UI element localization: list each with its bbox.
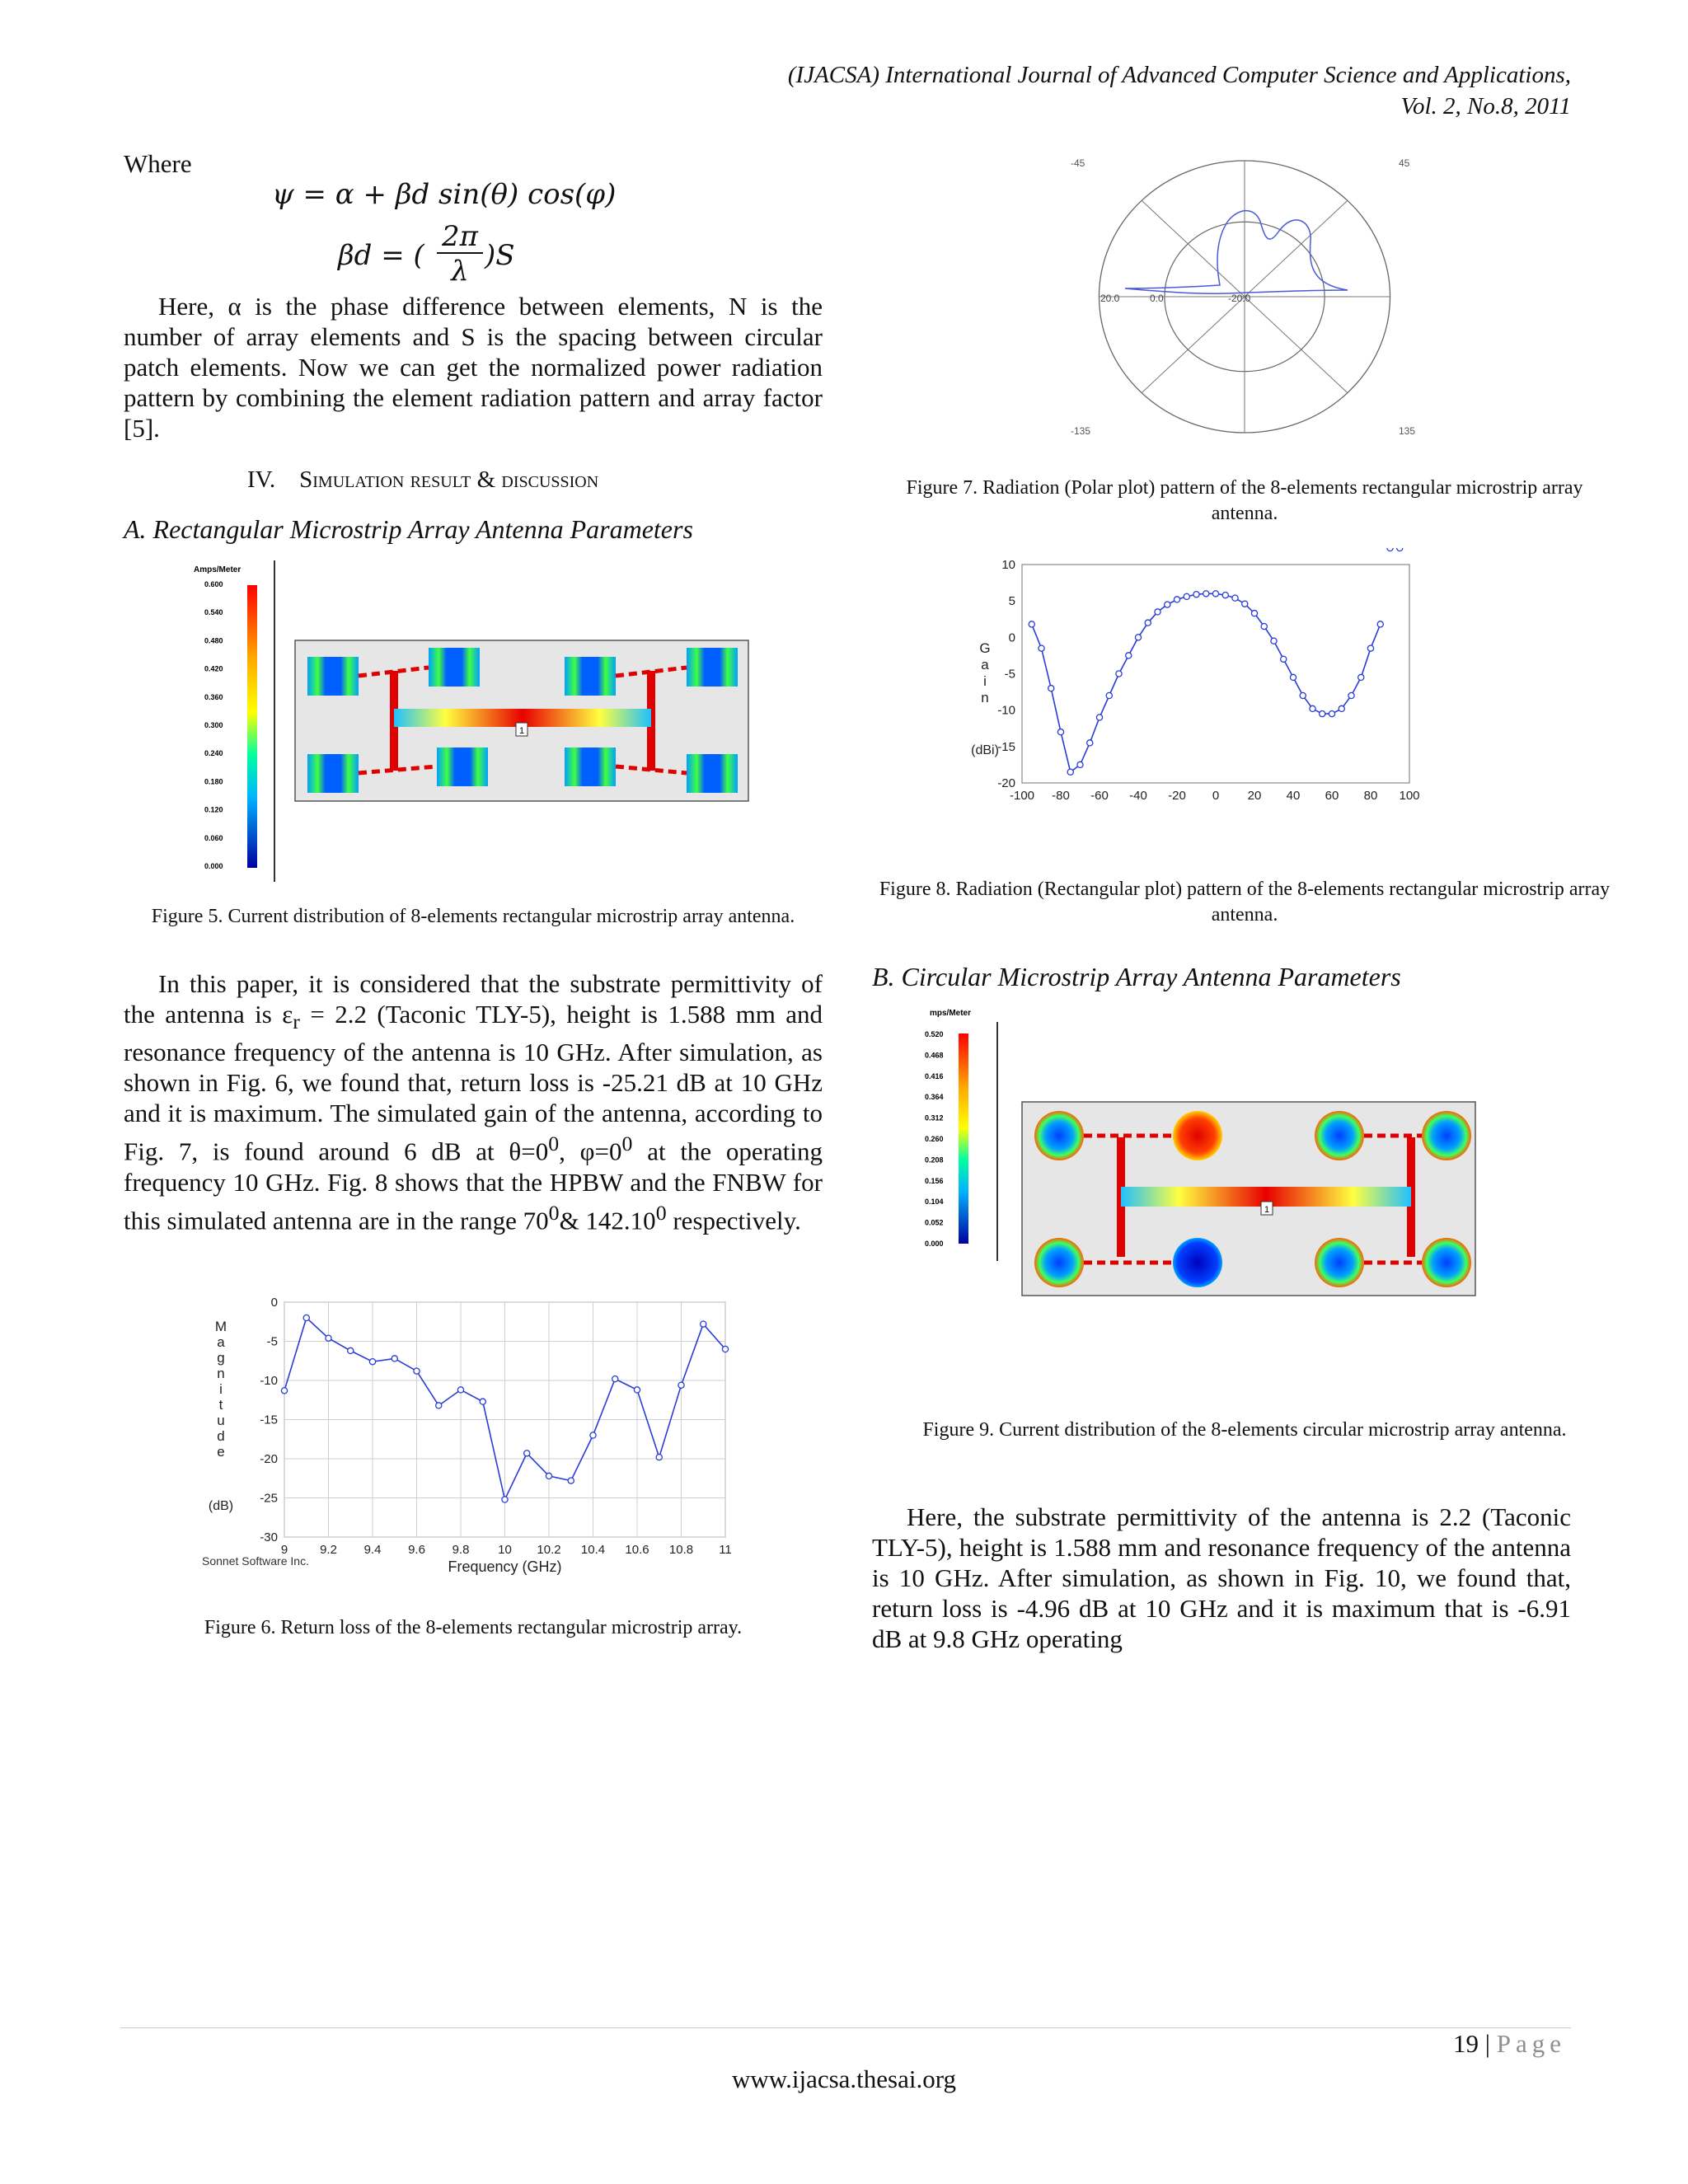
data-point xyxy=(1155,609,1160,615)
figure-8-caption: Figure 8. Radiation (Rectangular plot) pattern of the 8-elements rectangular microstrip array antenna. xyxy=(879,879,1611,926)
journal-header xyxy=(788,59,1571,122)
y-axis-unit: (dB) xyxy=(208,1499,234,1513)
text-run: respectively. xyxy=(666,1205,801,1235)
figure-5-current-distribution xyxy=(190,560,767,886)
colorbar-tick-label: 0.104 xyxy=(925,1197,944,1207)
colorbar-tick-label: 0.364 xyxy=(925,1093,944,1102)
data-point xyxy=(348,1347,354,1353)
colorbar xyxy=(247,585,257,868)
x-tick-label: 9.2 xyxy=(320,1543,337,1557)
x-tick-label: 9 xyxy=(280,1543,288,1557)
data-point xyxy=(392,1356,397,1361)
colorbar-tick-label: 0.300 xyxy=(204,721,223,729)
colorbar-tick-label: 0.240 xyxy=(204,749,223,758)
data-point xyxy=(1057,729,1063,735)
data-point xyxy=(1212,591,1218,597)
data-point xyxy=(1126,653,1132,658)
y-tick-label: -15 xyxy=(997,739,1015,754)
polar-radial-label: 20.0 xyxy=(1100,293,1120,304)
superscript: 0 xyxy=(548,1200,560,1225)
y-tick-label: 0 xyxy=(1008,630,1015,645)
colorbar-unit: mps/Meter xyxy=(930,1009,972,1018)
patch xyxy=(1034,1111,1084,1160)
data-point xyxy=(634,1387,640,1393)
data-point xyxy=(568,1478,574,1483)
patch xyxy=(1173,1238,1222,1287)
data-point xyxy=(326,1335,331,1341)
subsection-a-heading: A. Rectangular Microstrip Array Antenna Parameters xyxy=(124,514,693,544)
text-run: = 2.2 (Taconic TLY-5), height is 1.588 mm and resonance frequency of the antenna is 10 GHz. After simulation, as shown in Fig. 6, we found that, return loss is -25.21 dB at 10 GHz and it is maximum. The simulated gain of the antenna, according to Fig. 7, is found around 6 dB at θ=0 xyxy=(124,1000,823,1166)
patch xyxy=(565,748,616,786)
colorbar-tick-label: 0.312 xyxy=(925,1113,944,1122)
colorbar-ticks xyxy=(925,1030,944,1248)
data-point xyxy=(457,1387,463,1393)
patch xyxy=(565,657,616,696)
data-point xyxy=(1271,638,1277,644)
data-point xyxy=(502,1497,508,1502)
x-tick-label: 10.2 xyxy=(537,1543,561,1557)
data-point xyxy=(1096,715,1102,720)
x-tick-label: 9.8 xyxy=(452,1543,470,1557)
data-point xyxy=(1300,692,1306,698)
data-point xyxy=(303,1315,309,1320)
figure-9-caption: Figure 9. Current distribution of the 8-elements circular microstrip array antenna. xyxy=(922,1419,1567,1441)
colorbar-tick-label: 0.416 xyxy=(925,1071,944,1080)
colorbar-tick-label: 0.540 xyxy=(204,608,223,617)
y-axis-label-letter: G xyxy=(979,640,991,656)
x-tick-label: -60 xyxy=(1090,789,1109,803)
y-axis-label-letter: e xyxy=(217,1444,225,1460)
paragraph-circular-results xyxy=(872,1502,1571,1654)
y-tick-label: -15 xyxy=(260,1413,278,1427)
eq2-rhs: )S xyxy=(485,239,515,272)
x-axis-label: Frequency (GHz) xyxy=(448,1558,562,1575)
data-point xyxy=(524,1451,530,1456)
polar-angle-label: 45 xyxy=(1399,157,1410,169)
data-point xyxy=(1358,674,1364,680)
y-axis-label-letter: d xyxy=(217,1428,225,1444)
data-point xyxy=(1339,705,1344,711)
polar-angle-label: -135 xyxy=(1071,425,1091,437)
data-point xyxy=(1290,674,1296,680)
page-number xyxy=(1453,2029,1566,2059)
patch xyxy=(687,648,738,687)
y-axis-label-letter: g xyxy=(217,1350,225,1366)
x-tick-label: 10.6 xyxy=(625,1543,649,1557)
text-run: In this paper, it is considered that the substrate permittivity of the antenna is ε xyxy=(124,969,823,1029)
colorbar-tick-label: 0.360 xyxy=(204,692,223,701)
x-tick-label: 40 xyxy=(1286,789,1301,803)
x-tick-label: -20 xyxy=(1168,789,1186,803)
text-run: , φ=0 xyxy=(559,1137,622,1166)
subscript: r xyxy=(293,1010,300,1034)
data-point xyxy=(722,1346,728,1352)
colorbar-tick-label: 0.468 xyxy=(925,1051,944,1060)
polar-radial-label: 0.0 xyxy=(1150,293,1164,304)
colorbar-tick-label: 0.208 xyxy=(925,1155,944,1165)
data-point xyxy=(1135,635,1141,640)
data-point xyxy=(1116,671,1122,677)
eq2-lhs: βd = ( xyxy=(338,239,424,272)
data-point xyxy=(281,1388,287,1394)
paragraph-text: Here, α is the phase difference between elements, N is the number of array elements and S is the spacing between circular patch elements. Now we can get the normalized power radiation pattern by combining the element radiation pattern and array factor [5]. xyxy=(124,292,823,443)
y-axis-label-letter: t xyxy=(218,1397,223,1413)
y-axis-label-letter: M xyxy=(214,1319,227,1334)
patch xyxy=(307,657,359,696)
x-tick-label: 11 xyxy=(719,1543,732,1557)
paragraph-array-factor xyxy=(124,291,823,443)
x-tick-label: 9.6 xyxy=(408,1543,425,1557)
data-point xyxy=(436,1403,442,1408)
data-point xyxy=(1087,740,1093,746)
patch xyxy=(1315,1111,1364,1160)
colorbar-tick-label: 0.600 xyxy=(204,580,223,588)
y-axis-label-letter: n xyxy=(217,1366,225,1381)
y-tick-label: -25 xyxy=(260,1491,278,1506)
x-tick-label: -80 xyxy=(1052,789,1070,803)
section-number: IV. xyxy=(247,466,276,493)
polar-angle-label: -45 xyxy=(1071,157,1085,169)
paragraph-simulation-results xyxy=(124,968,823,1235)
y-tick-label: -10 xyxy=(260,1374,278,1388)
port-label: 1 xyxy=(1264,1205,1270,1215)
patch xyxy=(307,754,359,793)
patch xyxy=(1034,1238,1084,1287)
page-number-value: 19 | xyxy=(1453,2029,1497,2058)
y-tick-label: -5 xyxy=(1004,667,1015,682)
eq2-numerator: 2π xyxy=(437,221,483,254)
figure-5-caption: Figure 5. Current distribution of 8-elements rectangular microstrip array antenna. xyxy=(151,906,795,927)
y-axis-label-letter: a xyxy=(981,657,989,673)
data-point xyxy=(1193,592,1199,598)
section-heading xyxy=(247,466,598,494)
data-point xyxy=(1261,623,1267,629)
x-tick-label: 10.8 xyxy=(668,1543,694,1557)
software-credit: Sonnet Software Inc. xyxy=(202,1554,309,1568)
data-point xyxy=(480,1399,485,1404)
x-tick-label: -100 xyxy=(1009,789,1035,803)
subsection-b-heading: B. Circular Microstrip Array Antenna Parameters xyxy=(872,962,1401,991)
journal-website: www.ijacsa.thesai.org xyxy=(731,2064,957,2093)
data-point xyxy=(1232,595,1238,601)
x-tick-label: 60 xyxy=(1325,789,1339,803)
data-point xyxy=(1203,591,1209,597)
colorbar-tick-label: 0.120 xyxy=(204,805,223,814)
colorbar-tick-label: 0.000 xyxy=(204,862,223,870)
y-axis-label-letter: a xyxy=(217,1334,225,1350)
data-point xyxy=(1281,656,1287,662)
data-point xyxy=(414,1368,420,1374)
data-point xyxy=(1348,692,1354,698)
x-tick-label: 80 xyxy=(1363,789,1378,803)
journal-title: (IJACSA) International Journal of Advanced Computer Science and Applications, xyxy=(787,62,1571,88)
plot-area xyxy=(1022,565,1409,783)
page-word: Page xyxy=(1496,2029,1566,2058)
data-point xyxy=(1222,593,1228,598)
x-tick-label: 0 xyxy=(1212,789,1220,803)
figure-8-gain-chart xyxy=(948,548,1459,878)
data-point xyxy=(1077,762,1083,767)
equation-psi: ψ = α + βd sin(θ) cos(φ) xyxy=(272,178,617,211)
patch xyxy=(429,648,480,687)
colorbar-tick-label: 0.420 xyxy=(204,664,223,673)
y-tick-label: -20 xyxy=(997,776,1015,790)
x-tick-label: 20 xyxy=(1247,789,1262,803)
y-axis-label-letter: i xyxy=(983,673,987,689)
polar-radial-label: -20.0 xyxy=(1228,293,1251,304)
superscript: 0 xyxy=(621,1132,633,1156)
data-point xyxy=(1039,645,1044,651)
data-point xyxy=(590,1432,596,1438)
patch xyxy=(437,748,488,786)
colorbar xyxy=(959,1033,968,1244)
data-point xyxy=(1320,710,1325,716)
y-tick-label: -10 xyxy=(997,703,1015,718)
data-point xyxy=(1242,601,1248,607)
data-point xyxy=(1387,548,1393,551)
figure-7-caption: Figure 7. Radiation (Polar plot) pattern of the 8-elements rectangular microstrip array antenna. xyxy=(906,477,1583,524)
text-run: & 142.10 xyxy=(559,1205,656,1235)
colorbar-tick-label: 0.480 xyxy=(204,636,223,645)
colorbar-tick-label: 0.000 xyxy=(925,1240,944,1248)
x-tick-label: -40 xyxy=(1129,789,1147,803)
data-point xyxy=(1251,611,1257,616)
figure-7-polar-plot xyxy=(1063,148,1418,445)
superscript: 0 xyxy=(655,1200,667,1225)
colorbar-unit: Amps/Meter xyxy=(194,565,241,574)
y-tick-label: -5 xyxy=(266,1334,278,1349)
paragraph-text: Here, the substrate permittivity of the antenna is 2.2 (Taconic TLY-5), height is 1.588 mm and resonance frequency of the antenna is 10 GHz. After simulation, as shown in Fig. 10, we found that, return loss is -4.96 dB at 10 GHz and it is maximum that is -6.91 dB at 9.8 GHz operating xyxy=(872,1502,1571,1653)
data-point xyxy=(1048,686,1054,691)
figure-9-current-distribution xyxy=(898,1005,1525,1393)
journal-volume: Vol. 2, No.8, 2011 xyxy=(1400,93,1571,120)
data-point xyxy=(1184,593,1189,599)
port-label: 1 xyxy=(518,726,525,736)
y-axis-label-letter: i xyxy=(219,1381,223,1397)
data-point xyxy=(701,1321,706,1327)
y-tick-label: -30 xyxy=(260,1530,278,1544)
data-point xyxy=(369,1359,375,1365)
figure-6-return-loss-chart xyxy=(198,1286,742,1591)
colorbar-tick-label: 0.520 xyxy=(925,1030,944,1038)
data-point xyxy=(1145,620,1151,626)
x-tick-label: 10.4 xyxy=(580,1543,606,1557)
data-point xyxy=(1367,645,1373,651)
patch xyxy=(1173,1111,1222,1160)
data-point xyxy=(1329,710,1334,716)
data-point xyxy=(1106,692,1112,698)
radiation-pattern xyxy=(1125,211,1348,294)
eq2-denominator: λ xyxy=(451,255,469,288)
text-run: at the operating frequency 10 GHz. Fig. 8 shows that the HPBW and the FNBW for this simulated antenna are in the range 70 xyxy=(124,1137,823,1235)
y-tick-label: 10 xyxy=(1001,558,1015,572)
data-point xyxy=(1067,769,1073,775)
y-axis-label-letter: u xyxy=(217,1413,225,1428)
patch xyxy=(687,754,738,793)
data-point xyxy=(1310,705,1315,711)
x-tick-label: 100 xyxy=(1399,789,1420,803)
y-tick-label: 0 xyxy=(270,1296,278,1310)
data-point xyxy=(546,1473,551,1479)
data-point xyxy=(1174,597,1179,602)
patch xyxy=(1422,1111,1471,1160)
y-tick-label: -20 xyxy=(260,1452,278,1466)
x-tick-label: 10 xyxy=(498,1543,512,1557)
data-point xyxy=(1397,548,1403,551)
section-title: Simulation result & discussion xyxy=(299,466,599,493)
figure-6-caption: Figure 6. Return loss of the 8-elements rectangular microstrip array. xyxy=(204,1617,743,1638)
colorbar-tick-label: 0.260 xyxy=(925,1135,944,1143)
y-axis-label-letter: n xyxy=(981,690,989,705)
colorbar-tick-label: 0.060 xyxy=(204,833,223,842)
data-point xyxy=(1029,621,1034,627)
footer-divider xyxy=(120,2027,1571,2028)
polar-angle-label: 135 xyxy=(1399,425,1416,437)
where-label: Where xyxy=(124,149,192,178)
data-point xyxy=(656,1455,662,1460)
data-point xyxy=(1377,621,1383,627)
data-point xyxy=(1165,602,1170,607)
y-axis-unit: (dBi) xyxy=(971,743,999,757)
patch xyxy=(1422,1238,1471,1287)
colorbar-tick-label: 0.156 xyxy=(925,1176,944,1185)
superscript: 0 xyxy=(548,1132,560,1156)
data-point xyxy=(678,1382,684,1388)
x-tick-label: 9.4 xyxy=(363,1543,382,1557)
equation-beta-d xyxy=(338,221,585,287)
y-tick-label: 5 xyxy=(1008,594,1015,609)
data-point xyxy=(612,1376,618,1382)
patch xyxy=(1315,1238,1364,1287)
colorbar-ticks xyxy=(204,580,223,870)
colorbar-tick-label: 0.180 xyxy=(204,777,223,786)
colorbar-tick-label: 0.052 xyxy=(925,1218,944,1227)
